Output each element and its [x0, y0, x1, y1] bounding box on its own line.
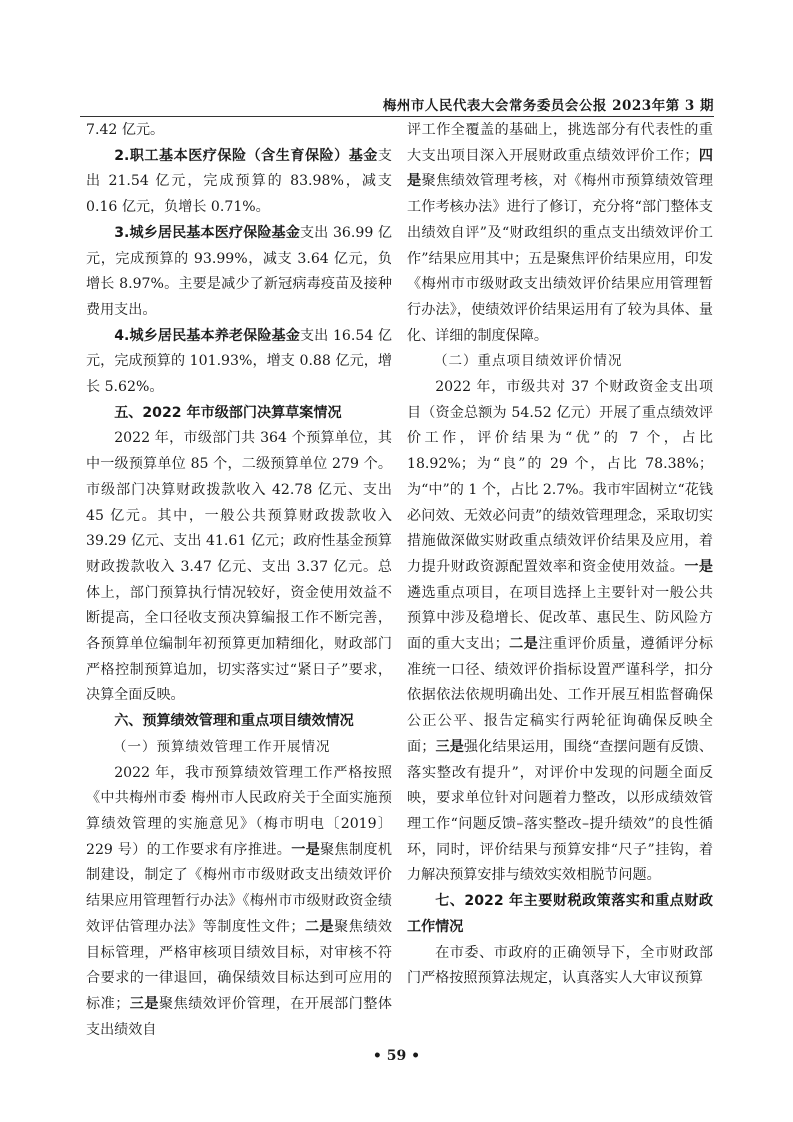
text-run: 在市委、市政府的正确领导下，全市财政部门严格按照预算法规定，认真落实人大审议预算 [407, 944, 713, 987]
text-run: 聚焦绩效管理考核，对《梅州市预算绩效管理工作考核办法》进行了修订，充分将“部门整体支出绩效自评”及“财政组织的重点支出绩效评价工作”结果应用其中；五是聚焦评价结果应用，印发《梅州市市级财政支出绩效评价结果应用管理暂行办法》，使绩效评价结果运用有了较为具体、量化、详细的制度保障。 [407, 173, 714, 344]
subsection-heading [86, 735, 392, 761]
bold-run: 二是 [304, 918, 335, 935]
paragraph [407, 941, 713, 992]
text-run: 七、2022 年主要财税政策落实和重点财政工作情况 [407, 893, 713, 935]
paragraph [407, 375, 713, 889]
section-heading [86, 709, 392, 735]
left-column [86, 118, 393, 1038]
text-run: 六、预算绩效管理和重点项目绩效情况 [114, 713, 354, 730]
bold-run: 4.城乡居民基本养老保险基金 [114, 327, 300, 344]
bold-run: 三是 [435, 738, 464, 755]
journal-header: 梅州市人民代表大会常务委员会公报 2023年第 3 期 [80, 94, 714, 117]
bold-run: 四是 [407, 147, 714, 190]
text-run: （一）预算绩效管理工作开展情况 [113, 738, 331, 755]
section-heading [86, 401, 392, 427]
text-run: 支出 16.54 亿元，完成预算的 101.93%，增支 0.88 亿元，增长 5.62%。 [86, 327, 392, 396]
bold-run: 2.职工基本医疗保险（含生育保险）基金 [114, 147, 378, 164]
bold-run: 一是 [291, 841, 321, 858]
text-run: 五、2022 年市级部门决算草案情况 [114, 404, 342, 421]
paragraph [86, 118, 392, 144]
text-run: 聚焦制度机制建设，制定了《梅州市市级财政支出绩效评价结果应用管理暂行办法》《梅州市市级财政资金绩效评估管理办法》等制度性文件； [86, 841, 392, 935]
paragraph [86, 144, 392, 221]
paragraph [86, 221, 392, 324]
text-run: 聚焦绩效评价管理，在开展部门整体支出绩效自 [86, 995, 393, 1038]
bold-run: 3.城乡居民基本医疗保险基金 [114, 224, 300, 241]
right-column [407, 118, 713, 1028]
bold-run: 三是 [129, 995, 159, 1012]
paragraph [86, 426, 392, 709]
paragraph [86, 324, 392, 401]
text-run: （二）重点项目绩效评价情况 [434, 353, 623, 370]
bold-run: 二是 [508, 636, 539, 653]
text-run: 2022 年，市级共对 37 个财政资金支出项目（资金总额为 54.52 亿元）开展了重点绩效评价工作，评价结果为“优”的 7 个，占比 18.92%；为“良”的 29 个，占比 78.38%；为“中”的 1 个，占比 2.7%。我市牢固树立“花钱必问效、无效必问责”的绩效管理理念，采取切实措施做深做实财政重点绩效评价结果及应用，着力提升财政资源配置效率和资金使用效益。 [407, 379, 713, 575]
page-number: • 59 • [372, 1048, 421, 1064]
text-run: 强化结果运用，围绕“查摆问题有反馈、落实整改有提升”，对评价中发现的问题全面反映，要求单位针对问题着力整改，以形成绩效管理工作“问题反馈–落实整改–提升绩效”的良性循环，同时，评价结果与预算安排“尺子”挂钩，着力解决预算安排与绩效实效相脱节问题。 [407, 738, 713, 884]
text-run: 支出 21.54 亿元，完成预算的 83.98%，减支 0.16 亿元，负增长 0.71%。 [86, 147, 392, 216]
text-run: 遴选重点项目，在项目选择上主要针对一般公共预算中涉及稳增长、促改革、惠民生、防风险方面的重大支出； [407, 584, 713, 653]
text-run: 注重评价质量，遵循评分标准统一口径、绩效评价指标设置严谨科学，扣分依据依法依规明确出处、工作开展互相监督确保公正公平、报告定稿实行两轮征询确保反映全面； [407, 636, 714, 755]
paragraph [86, 761, 392, 1044]
text-run: 7.42 亿元。 [86, 122, 165, 138]
text-run: 评工作全覆盖的基础上，挑选部分有代表性的重大支出项目深入开展财政重点绩效评价工作； [407, 122, 713, 164]
text-run: 2022 年，市级部门共 364 个预算单位，其中一级预算单位 85 个，二级预算单位 279 个。市级部门决算财政拨款收入 42.78 亿元、支出 45 亿元。其中，一般公共预算财政拨款收入 39.29 亿元、支出 41.61 亿元；政府性基金预算财政拨款收入 3.47 亿元、支出 3.37 亿元。总体上，部门预算执行情况较好，资金使用效益不断提高，全口径收支预决算编报工作不断完善，各预算单位编制年初预算更加精细化，财政部门严格控制预算追加，切实落实过“紧日子”要求，决算全面反映。 [86, 430, 392, 704]
text-run: 支出 36.99 亿元，完成预算的 93.99%，减支 3.64 亿元，负增长 8.97%。主要是减少了新冠病毒疫苗及接种费用支出。 [86, 224, 392, 318]
subsection-heading [407, 349, 713, 375]
bold-run: 一是 [684, 558, 714, 575]
text-run: 2022 年，我市预算绩效管理工作严格按照《中共梅州市委 梅州市人民政府关于全面实施预算绩效管理的实施意见》（梅市明电〔2019〕229 号）的工作要求有序推进。 [86, 764, 392, 858]
text-run: 聚焦绩效目标管理，严格审核项目绩效目标，对审核不符合要求的一律退回，确保绩效目标达到可应用的标准； [86, 918, 393, 1012]
section-heading [407, 889, 713, 940]
paragraph [407, 118, 713, 349]
